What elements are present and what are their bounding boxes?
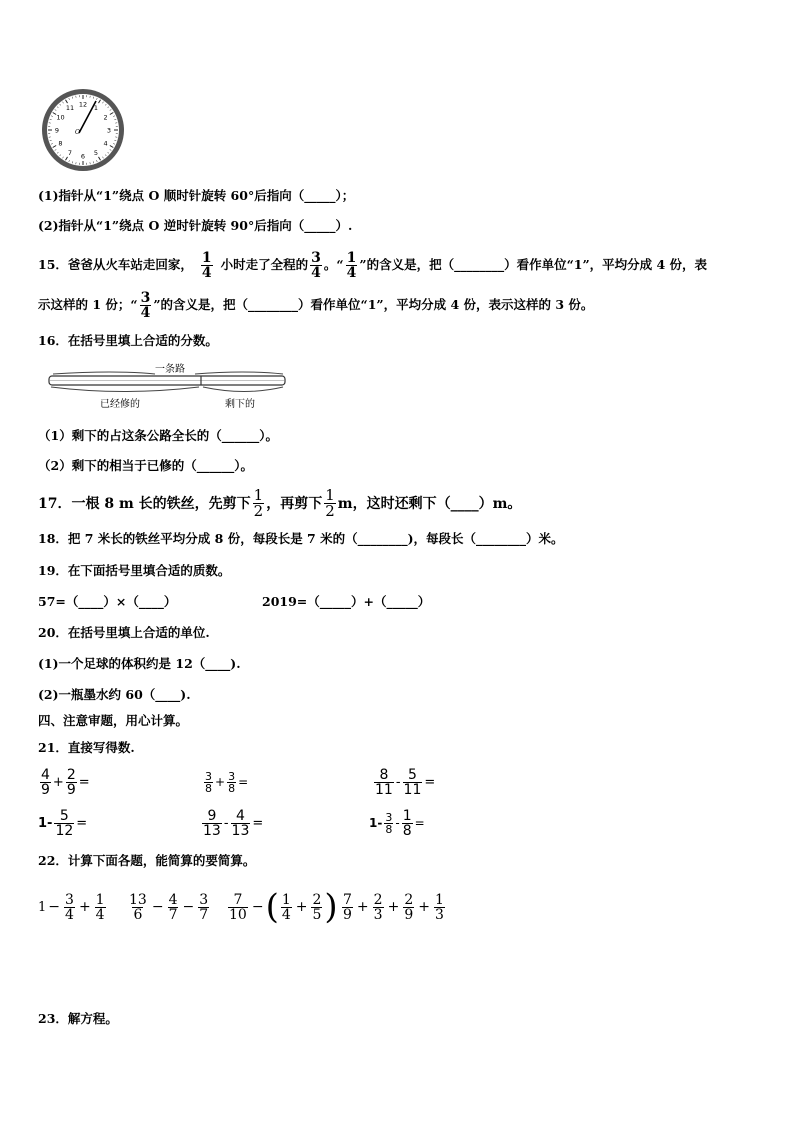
den: 4 <box>140 304 151 321</box>
op: + <box>418 899 430 915</box>
op: − <box>48 899 61 915</box>
num: 1 <box>402 807 412 824</box>
clock-figure <box>38 87 128 173</box>
op: + <box>215 775 226 789</box>
clock-number: 9 <box>54 126 60 135</box>
num: 3 <box>199 891 209 908</box>
clock-icon <box>38 87 128 173</box>
num: 1 <box>346 249 357 266</box>
frac <box>342 893 353 922</box>
frac <box>311 893 322 922</box>
num: 4 <box>168 891 178 908</box>
q17-text-b: ，再剪下 <box>266 496 323 512</box>
clock-number: 1 <box>93 103 99 112</box>
clock-number: 7 <box>67 148 73 157</box>
right-paren: ) <box>324 887 338 927</box>
den: 11 <box>403 781 422 798</box>
eq: = <box>414 816 425 830</box>
q15-text-e: 示这样的 1 份；“ <box>38 297 138 312</box>
frac <box>402 809 413 838</box>
den: 8 <box>228 781 236 795</box>
op: - <box>395 816 400 830</box>
op: + <box>356 899 369 915</box>
q17-line <box>38 485 521 521</box>
q21-expr4 <box>38 804 87 842</box>
clock-number: 8 <box>58 139 63 148</box>
den: 11 <box>375 781 393 798</box>
frac <box>168 893 179 922</box>
clock-number: 4 <box>103 139 108 148</box>
frac <box>403 893 414 922</box>
frac <box>373 893 384 922</box>
road-diagram-svg <box>45 360 290 412</box>
num: 1 <box>325 485 335 504</box>
num: 2 <box>312 891 322 908</box>
clock-number: 10 <box>56 113 65 122</box>
q21-expr2 <box>202 763 248 801</box>
den: 8 <box>205 781 212 795</box>
frac <box>403 768 423 797</box>
q19-left: 57=（____）×（____） <box>38 594 177 609</box>
num: 3 <box>311 249 321 266</box>
op: - <box>223 815 229 831</box>
num: 3 <box>140 289 151 306</box>
den: 9 <box>343 906 352 923</box>
frac <box>231 809 251 838</box>
frac <box>198 893 209 922</box>
frac <box>384 812 393 835</box>
den: 2 <box>325 501 335 520</box>
clock-number: 6 <box>80 152 86 161</box>
q14-part2: (2)指针从“1”绕点 O 逆时针旋转 90°后指向（_____）. <box>38 218 353 233</box>
den: 4 <box>95 906 105 923</box>
road-label: 一条路 <box>155 364 185 375</box>
q18-text: 18．把 7 米长的铁丝平均分成 8 份，每段长是 7 米的（________)，每段长（________）米。 <box>38 531 564 546</box>
q22-calc1 <box>38 884 108 930</box>
q19-right: 2019=（_____）+（_____） <box>262 594 431 609</box>
eq: = <box>424 774 436 790</box>
q16-title: 16．在括号里填上合适的分数。 <box>38 333 218 348</box>
q20-part2: (2)一瓶墨水约 60（____). <box>38 687 191 702</box>
q17-text-a: 17．一根 8 m 长的铁丝，先剪下 <box>38 496 251 512</box>
q21-expr3 <box>372 763 435 801</box>
num: 4 <box>41 766 50 783</box>
den: 9 <box>404 906 414 923</box>
op: - <box>395 774 401 790</box>
den: 4 <box>65 906 74 923</box>
q22-title: 22．计算下面各题，能简算的要简算。 <box>38 853 256 868</box>
q20-title: 20．在括号里填上合适的单位. <box>38 625 210 640</box>
q20-part1: (1)一个足球的体积约是 12（____). <box>38 656 241 671</box>
op: + <box>78 899 91 915</box>
q16-part1: （1）剩下的占这条公路全长的（______）。 <box>38 428 278 443</box>
frac <box>204 771 213 794</box>
q22-calc2 <box>126 884 211 930</box>
lead: 1- <box>369 816 383 830</box>
q21-expr5 <box>200 804 263 842</box>
q15-text-c: 。“ <box>323 257 344 272</box>
den: 8 <box>385 822 393 836</box>
frac <box>227 771 236 794</box>
q23-title: 23．解方程。 <box>38 1011 118 1026</box>
eq: = <box>78 774 90 790</box>
num: 1 <box>253 485 264 504</box>
num: 9 <box>207 807 217 824</box>
q17-text-c: m，这时还剩下（____）m。 <box>337 496 522 512</box>
lead: 1- <box>38 815 53 831</box>
frac <box>228 893 248 922</box>
op: − <box>182 899 195 915</box>
q15-text-d: ”的含义是，把（________）看作单位“1”，平均分成 4 份，表 <box>359 257 708 272</box>
done-label: 已经修的 <box>100 399 140 410</box>
q15-frac-1-4-b <box>346 251 358 280</box>
eq: = <box>252 815 264 831</box>
clock-number: 12 <box>78 100 88 109</box>
lead: 1 <box>38 899 47 915</box>
q19-title: 19．在下面括号里填合适的质数。 <box>38 563 231 578</box>
den: 3 <box>434 906 444 923</box>
den: 2 <box>253 501 264 520</box>
q22-calc3 <box>226 884 338 930</box>
q15-text-b: 小时走了全程的 <box>220 257 309 272</box>
op: + <box>295 899 308 915</box>
frac <box>434 893 445 922</box>
q15-text-f: ”的含义是，把（________）看作单位“1”，平均分成 4 份，表示这样的 3 份。 <box>153 297 594 312</box>
num: 1 <box>95 891 105 908</box>
num: 2 <box>66 766 76 783</box>
q15-line1 <box>38 245 707 285</box>
left-label: 剩下的 <box>225 399 255 410</box>
den: 9 <box>41 781 50 798</box>
clock-center-label: O <box>75 129 80 136</box>
den: 7 <box>199 906 209 923</box>
eq: = <box>238 775 249 789</box>
op: + <box>387 899 400 915</box>
q21-expr6 <box>369 804 425 842</box>
q15-frac-3-4-b <box>140 291 152 320</box>
num: 13 <box>129 891 147 908</box>
num: 5 <box>407 766 417 783</box>
q16-part2: （2）剩下的相当于已修的（______）。 <box>38 458 253 473</box>
den: 5 <box>312 906 322 923</box>
q17-frac-1 <box>253 485 265 520</box>
den: 7 <box>168 906 178 923</box>
q22-calc4 <box>340 884 447 930</box>
den: 13 <box>231 822 250 839</box>
frac <box>128 893 148 922</box>
num: 3 <box>385 810 393 824</box>
den: 8 <box>402 822 412 839</box>
den: 12 <box>55 822 74 839</box>
den: 4 <box>201 264 212 281</box>
frac <box>95 893 106 922</box>
den: 4 <box>311 264 321 281</box>
num: 8 <box>379 766 389 783</box>
den: 9 <box>66 781 76 798</box>
num: 3 <box>228 769 236 783</box>
frac <box>202 809 222 838</box>
q17-frac-2 <box>324 485 336 520</box>
q15-text-a: 15．爸爸从火车站走回家， <box>38 257 193 272</box>
den: 4 <box>346 264 357 281</box>
num: 7 <box>233 891 243 908</box>
road-diagram <box>45 360 290 412</box>
clock-number: 11 <box>65 103 75 112</box>
op: − <box>251 899 264 915</box>
q15-line2 <box>38 285 593 325</box>
num: 2 <box>404 891 414 908</box>
clock-number: 3 <box>106 126 112 135</box>
clock-number: 5 <box>93 148 99 157</box>
q21-expr1 <box>38 763 90 801</box>
num: 3 <box>65 891 74 908</box>
q15-frac-1-4 <box>201 251 213 280</box>
den: 4 <box>281 906 291 923</box>
q15-frac-3-4 <box>310 251 322 280</box>
num: 4 <box>235 807 245 824</box>
eq: = <box>76 815 88 831</box>
den: 10 <box>229 906 247 923</box>
num: 1 <box>434 891 444 908</box>
frac <box>374 768 394 797</box>
frac <box>54 809 74 838</box>
q14-part1: (1)指针从“1”绕点 O 顺时针旋转 60°后指向（_____）； <box>38 188 355 203</box>
frac <box>64 893 75 922</box>
op: − <box>151 899 164 915</box>
den: 6 <box>133 906 143 923</box>
q21-title: 21．直接写得数. <box>38 740 135 755</box>
op: + <box>52 774 64 790</box>
den: 3 <box>373 906 383 923</box>
frac <box>40 768 51 797</box>
num: 1 <box>281 891 291 908</box>
num: 1 <box>201 249 212 266</box>
num: 7 <box>343 891 352 908</box>
den: 13 <box>203 822 221 839</box>
section4-title: 四、注意审题，用心计算。 <box>38 713 189 728</box>
frac <box>281 893 292 922</box>
num: 2 <box>373 891 383 908</box>
num: 3 <box>205 769 212 783</box>
left-paren: ( <box>265 887 279 927</box>
num: 5 <box>59 807 69 824</box>
frac <box>66 768 77 797</box>
clock-number: 2 <box>103 113 108 122</box>
